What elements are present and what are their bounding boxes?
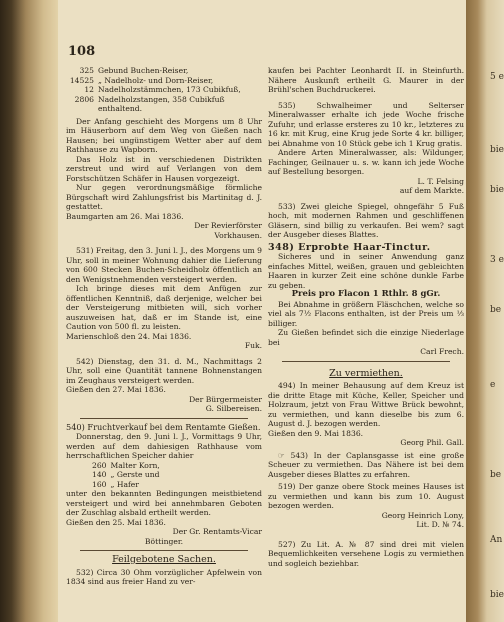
right-column — [268, 66, 464, 568]
wood-item: Nadelholzstangen, 358 Cubikfuß enthaltend. — [98, 94, 225, 113]
price-line: Preis pro Flacon 1 Rthlr. 8 gGr. — [291, 289, 441, 299]
section-heading: Zu vermiethen. — [329, 367, 403, 379]
left-column — [66, 66, 262, 587]
pointing-hand-icon: ☞ — [278, 450, 285, 460]
gutter-fragment: e — [490, 380, 496, 390]
wood-qty: 325 — [79, 66, 94, 75]
notice-542: 542) Dienstag, den 31. d. M., Nachmittags 2 Uhr, soll eine Quantität tannene Bohnenstangen im Zeughaus versteigert werden. — [66, 356, 262, 385]
notice-540-place-date: Gießen den 25. Mai 1836. — [66, 517, 166, 527]
grain-item: „ Gerste und — [110, 470, 160, 479]
wood-qty: 12 — [84, 85, 94, 94]
next-page-gutter — [466, 0, 504, 622]
gutter-fragment: 5 e — [490, 72, 504, 82]
wood-qty: 2806 — [74, 94, 94, 104]
gutter-fragment: bie — [490, 185, 504, 195]
notice-494-place-date: Gießen den 9. Mai 1836. — [268, 428, 364, 438]
notice-535-signature-place: auf dem Markte. — [399, 186, 464, 195]
notice-531-paragraph: Ich bringe dieses mit dem Anfügen zur öffentlichen Kenntniß, daß derjenige, welcher bei der Versteigerung mitbieten will, sich vorher auszuweisen hat, daß er im Stande ist, eine Caution von 500 fl. zu leisten. — [66, 284, 262, 331]
wood-item: „ Nadelholz- und Dorn-Reiser, — [98, 75, 214, 85]
wood-place-date: Baumgarten am 26. Mai 1836. — [66, 211, 184, 221]
table-row — [90, 470, 162, 480]
document-page — [58, 0, 466, 622]
notice-519: 519) Der ganze obere Stock meines Hauses ist zu vermiethen und kann bis zum 10. August bezogen werden. — [268, 482, 464, 510]
gutter-fragment: bie — [490, 590, 504, 600]
notice-527: 527) Zu Lit. A. № 87 sind drei mit vielen Bequemlichkeiten versehene Logis zu vermiethen und sogleich beziehbar. — [268, 539, 464, 568]
gutter-fragment: 3 e — [490, 255, 504, 265]
notice-532: 532) Circa 30 Ohm vorzüglicher Apfelwein von 1834 sind aus freier Hand zu ver- — [66, 567, 262, 586]
table-row — [90, 480, 162, 490]
table-row — [90, 461, 162, 471]
page-number: 108 — [68, 44, 96, 59]
gutter-fragment: An — [490, 535, 503, 545]
notice-535-paragraph: Andere Arten Mineralwasser, als: Wildunger, Fachinger, Geilnauer u. s. w. kann ich jede Woche auf Bestellung besorgen. — [268, 148, 464, 176]
wood-paragraph: Das Holz ist in verschiedenen Distrikten zerstreut und wird auf Verlangen von dem Forstschützen Schäfer in Hausen vorgezeigt. — [66, 154, 262, 183]
grain-item: Malter Korn, — [110, 460, 160, 470]
wood-signature-name: Vorkhausen. — [214, 230, 262, 240]
grain-qty: 160 — [92, 479, 107, 489]
divider — [80, 550, 248, 551]
table-row — [66, 95, 262, 114]
notice-continuation: kaufen bei Pachter Leonhardt II. in Steinfurth. Nähere Auskunft ertheilt G. Maurer in der Brühl'schen Buchdruckerei. — [268, 66, 464, 94]
gutter-fragment: bie — [490, 145, 504, 155]
notice-494-signature: Georg Phil. Gall. — [400, 438, 464, 447]
notice-540-signature-title: Der Gr. Rentamts-Vicar — [172, 527, 262, 536]
notice-543-text: 543) In der Caplansgasse ist eine große Scheuer zu vermiethen. Das Nähere ist bei dem Ausgeber dieses Blattes zu erfahren. — [268, 450, 464, 479]
grain-table — [90, 461, 162, 490]
divider — [282, 361, 450, 362]
book-page-edge — [0, 0, 58, 622]
notice-531-place-date: Marienschloß den 24. Mai 1836. — [66, 331, 192, 341]
table-row — [66, 76, 262, 86]
table-row — [66, 85, 262, 95]
notice-348: Sicheres und in seiner Anwendung ganz einfaches Mittel, weißen, grauen und gebleichten Haaren in kurzer Zeit eine schöne dunkle Farbe zu geben. — [268, 252, 464, 290]
notice-494: 494) In meiner Behausung auf dem Kreuz ist die dritte Etage mit Küche, Keller, Speicher und Holzraum, jetzt von Frau Wittwe Brück bewohnt, zu vermiethen, und kann dieselbe bis zum 6. August d. J. bezogen werden. — [268, 381, 464, 428]
gutter-fragment: be — [490, 305, 502, 315]
table-row — [66, 66, 262, 76]
notice-535-signature: L. T. Felsing — [417, 176, 464, 186]
notice-542-signature-title: Der Bürgermeister — [189, 394, 262, 404]
section-heading: Feilgebotene Sachen. — [112, 554, 216, 565]
notice-542-place-date: Gießen den 27. Mai 1836. — [66, 385, 166, 394]
wood-qty: 14525 — [69, 75, 94, 85]
notice-519-address: Lit. D. № 74. — [416, 520, 464, 529]
gutter-fragment: be — [490, 470, 502, 480]
notice-348-heading: 348) Erprobte Haar-Tinctur. — [268, 241, 431, 253]
notice-542-signature-name: G. Silbereisen. — [205, 404, 262, 413]
wood-items-table — [66, 66, 262, 114]
notice-540-signature-name: Böttinger. — [144, 536, 184, 546]
notice-531: 531) Freitag, den 3. Juni l. J., des Morgens um 9 Uhr, soll in meiner Wohnung dahier die Lieferung von 600 Stecken Buchen-Scheidholz öffentlich an den Wenigstnehmenden versteigert werden. — [66, 246, 262, 284]
notice-531-signature: Fuk. — [244, 341, 262, 350]
wood-paragraph: Der Anfang geschieht des Morgens um 8 Uhr im Häuserborn auf dem Weg von Gießen nach Hausen; bei ungünstigem Wetter aber auf dem Rathhause zu Wapborn. — [66, 116, 262, 154]
notice-535: 535) Schwalheimer und Selterser Mineralwasser erhalte ich jede Woche frische Zufuhr, und erlasse ersteres zu 10 kr., letzteres zu 16 kr. mit Krug, eine Krug jede Sorte 4 kr. billiger, bei Abnahme von 10 Stück gebe ich 1 Krug gratis. — [268, 100, 464, 148]
notice-540-paragraph: unter den bekannten Bedingungen meistbietend versteigert und wird bei annehmbaren Geboten der Zuschlag alsbald ertheilt werden. — [66, 489, 262, 517]
notice-543 — [268, 451, 464, 480]
wood-signature-title: Der Revierförster — [194, 221, 262, 230]
grain-qty: 260 — [92, 460, 107, 470]
notice-540-heading: 540) Fruchtverkauf bei dem Rentamte Gießen. — [66, 421, 261, 432]
notice-533: 533) Zwei gleiche Spiegel, ohngefähr 5 Fuß hoch, mit modernen Rahmen und geschliffenen Gläsern, sind billig zu verkaufen. Bei wem? sagt der Ausgeber dieses Blattes. — [268, 201, 464, 239]
notice-519-signature: Georg Heinrich Lony, — [381, 510, 464, 520]
notice-540: Donnerstag, den 9. Juni l. J., Vormittags 9 Uhr, werden auf dem dahiesigen Rathhause vom herrschaftlichen Speicher dahier — [66, 432, 262, 460]
wood-paragraph: Nur gegen verordnungsmäßige förmliche Bürgschaft wird Zahlungsfrist bis Martinitag d. J. gestattet. — [66, 183, 262, 211]
notice-348-paragraph: Bei Abnahme in größern Fläschchen, welche so viel als 7½ Flacons enthalten, ist der Preis um ⅓ billiger. — [268, 299, 464, 328]
divider — [80, 418, 248, 419]
grain-item: „ Hafer — [110, 479, 139, 489]
wood-item: Nadelholzstämmchen, 173 Cubikfuß, — [98, 85, 241, 94]
notice-348-signature: Carl Frech. — [420, 347, 464, 356]
grain-qty: 140 — [92, 470, 107, 479]
wood-item: Gebund Buchen-Reiser, — [98, 66, 189, 75]
notice-348-paragraph: Zu Gießen befindet sich die einzige Niederlage bei — [268, 328, 464, 347]
